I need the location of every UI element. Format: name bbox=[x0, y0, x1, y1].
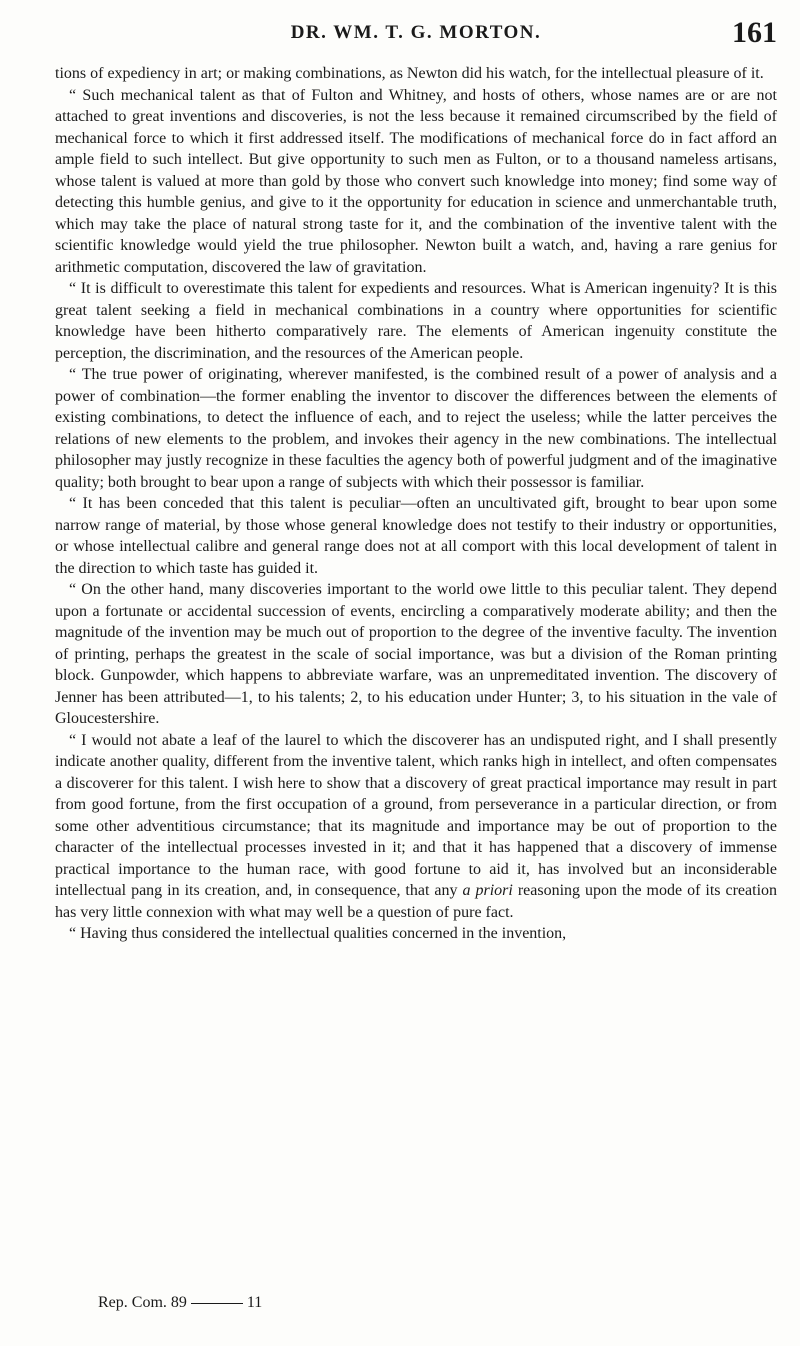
page-number: 161 bbox=[732, 16, 777, 49]
paragraph-continuation: tions of expediency in art; or making combinations, as Newton did his watch, for the intellectual pleasure of it. bbox=[55, 65, 764, 82]
running-head bbox=[55, 14, 777, 54]
paragraph-peculiar-talent: “ It has been conceded that this talent is peculiar—often an uncultivated gift, brought to bear upon some narrow range of material, by those whose general knowledge does not testify to their industry or opportunities, or whose intellectual calibre and general range does not at all comport with this local development of talent in the direction to which taste has guided it. bbox=[55, 495, 777, 577]
italic-a-priori: a priori bbox=[462, 882, 513, 899]
paragraph-mechanical-talent: “ Such mechanical talent as that of Fulton and Whitney, and hosts of others, whose names are or are not attached to great inventions and discoveries, is not the less because it remained circumscribed by the field of mechanical force to which it first addressed itself. The modifications of mechanical force do in fact afford an ample field to such intellect. But give opportunity to such men as Fulton, or to a thousand nameless artisans, whose talent is valued at more than gold by those who convert such knowledge into money; find some way of detecting this humble genius, and give to it the opportunity for education in science and unmerchantable truth, which may take the place of natural strong taste for it, and the combination of the inventive talent with the scientific knowledge would yield the true philosopher. Newton built a watch, and, having a rare genius for arithmetic computation, discovered the law of gravitation. bbox=[55, 86, 777, 276]
paragraph-having-thus: “ Having thus considered the intellectual qualities concerned in the invention, bbox=[69, 925, 567, 942]
paragraph-american-ingenuity: “ It is difficult to overestimate this talent for expedients and resources. What is American ingenuity? It is this great talent seeking a field in mechanical combinations in a country where opportunities for scientific knowledge have been hitherto comparatively rare. The elements of American ingenuity constitute the perception, the discrimination, and the resources of the American people. bbox=[55, 280, 777, 362]
running-title: DR. WM. T. G. MORTON. bbox=[290, 22, 542, 43]
paragraph-laurel bbox=[55, 730, 777, 924]
footer-signature-line bbox=[98, 1292, 262, 1314]
paragraph-power-of-originating: “ The true power of originating, wherever manifested, is the combined result of a power of analysis and a power of combination—the former enabling the inventor to discover the differences between the elements of existing combinations, to detect the influence of each, and to reject the useless; while the latter perceives the relations of new elements to the problem, and invokes their agency in the new combinations. The intellectual philosopher may justly recognize in these faculties the agency both of powerful judgment and of the imaginative quality; both brought to bear upon a range of subjects with which their possessor is familiar. bbox=[55, 366, 777, 491]
body-text bbox=[55, 63, 777, 945]
paragraph-other-hand: “ On the other hand, many discoveries important to the world owe little to this peculiar talent. They depend upon a fortunate or accidental succession of events, encircling a comparatively moderate ability; and then the magnitude of the invention may be much out of proportion to the degree of the inventive faculty. The invention of printing, perhaps the greatest in the scale of social importance, was but a division of the Roman printing block. Gunpowder, which happens to abbreviate warfare, was an unpremeditated invention. The discovery of Jenner has been attributed—1, to his talents; 2, to his education under Hunter; 3, to his situation in the vale of Gloucestershire. bbox=[55, 581, 777, 727]
footer-rule bbox=[191, 1303, 243, 1304]
paragraph-laurel-main: “ I would not abate a leaf of the laurel to which the discoverer has an undisputed right, and I shall presently indicate another quality, different from the inventive talent, which ranks high in intellect, and often compensates a discoverer for this talent. I wish here to show that a discovery of great practical importance may result in part from good fortune, from the first occupation of a ground, from perseverance in a particular direction, or from some other adventitious circumstance; that its magnitude and importance may be out of proportion to the character of the intellectual processes invested in it; and that it has happened that a discovery of immense practical importance to the human race, with good fortune to aid it, has involved but an inconsiderable intellectual pang in its creation, and, in consequence, that any bbox=[55, 731, 777, 899]
footer-signature: Rep. Com. 89 bbox=[98, 1294, 187, 1311]
paragraph-laurel-tail: reasoning upon the mode of its creation has very little connexion with what may well be a question of pure fact. bbox=[55, 882, 778, 921]
footer-sheet-number: 11 bbox=[246, 1294, 263, 1311]
